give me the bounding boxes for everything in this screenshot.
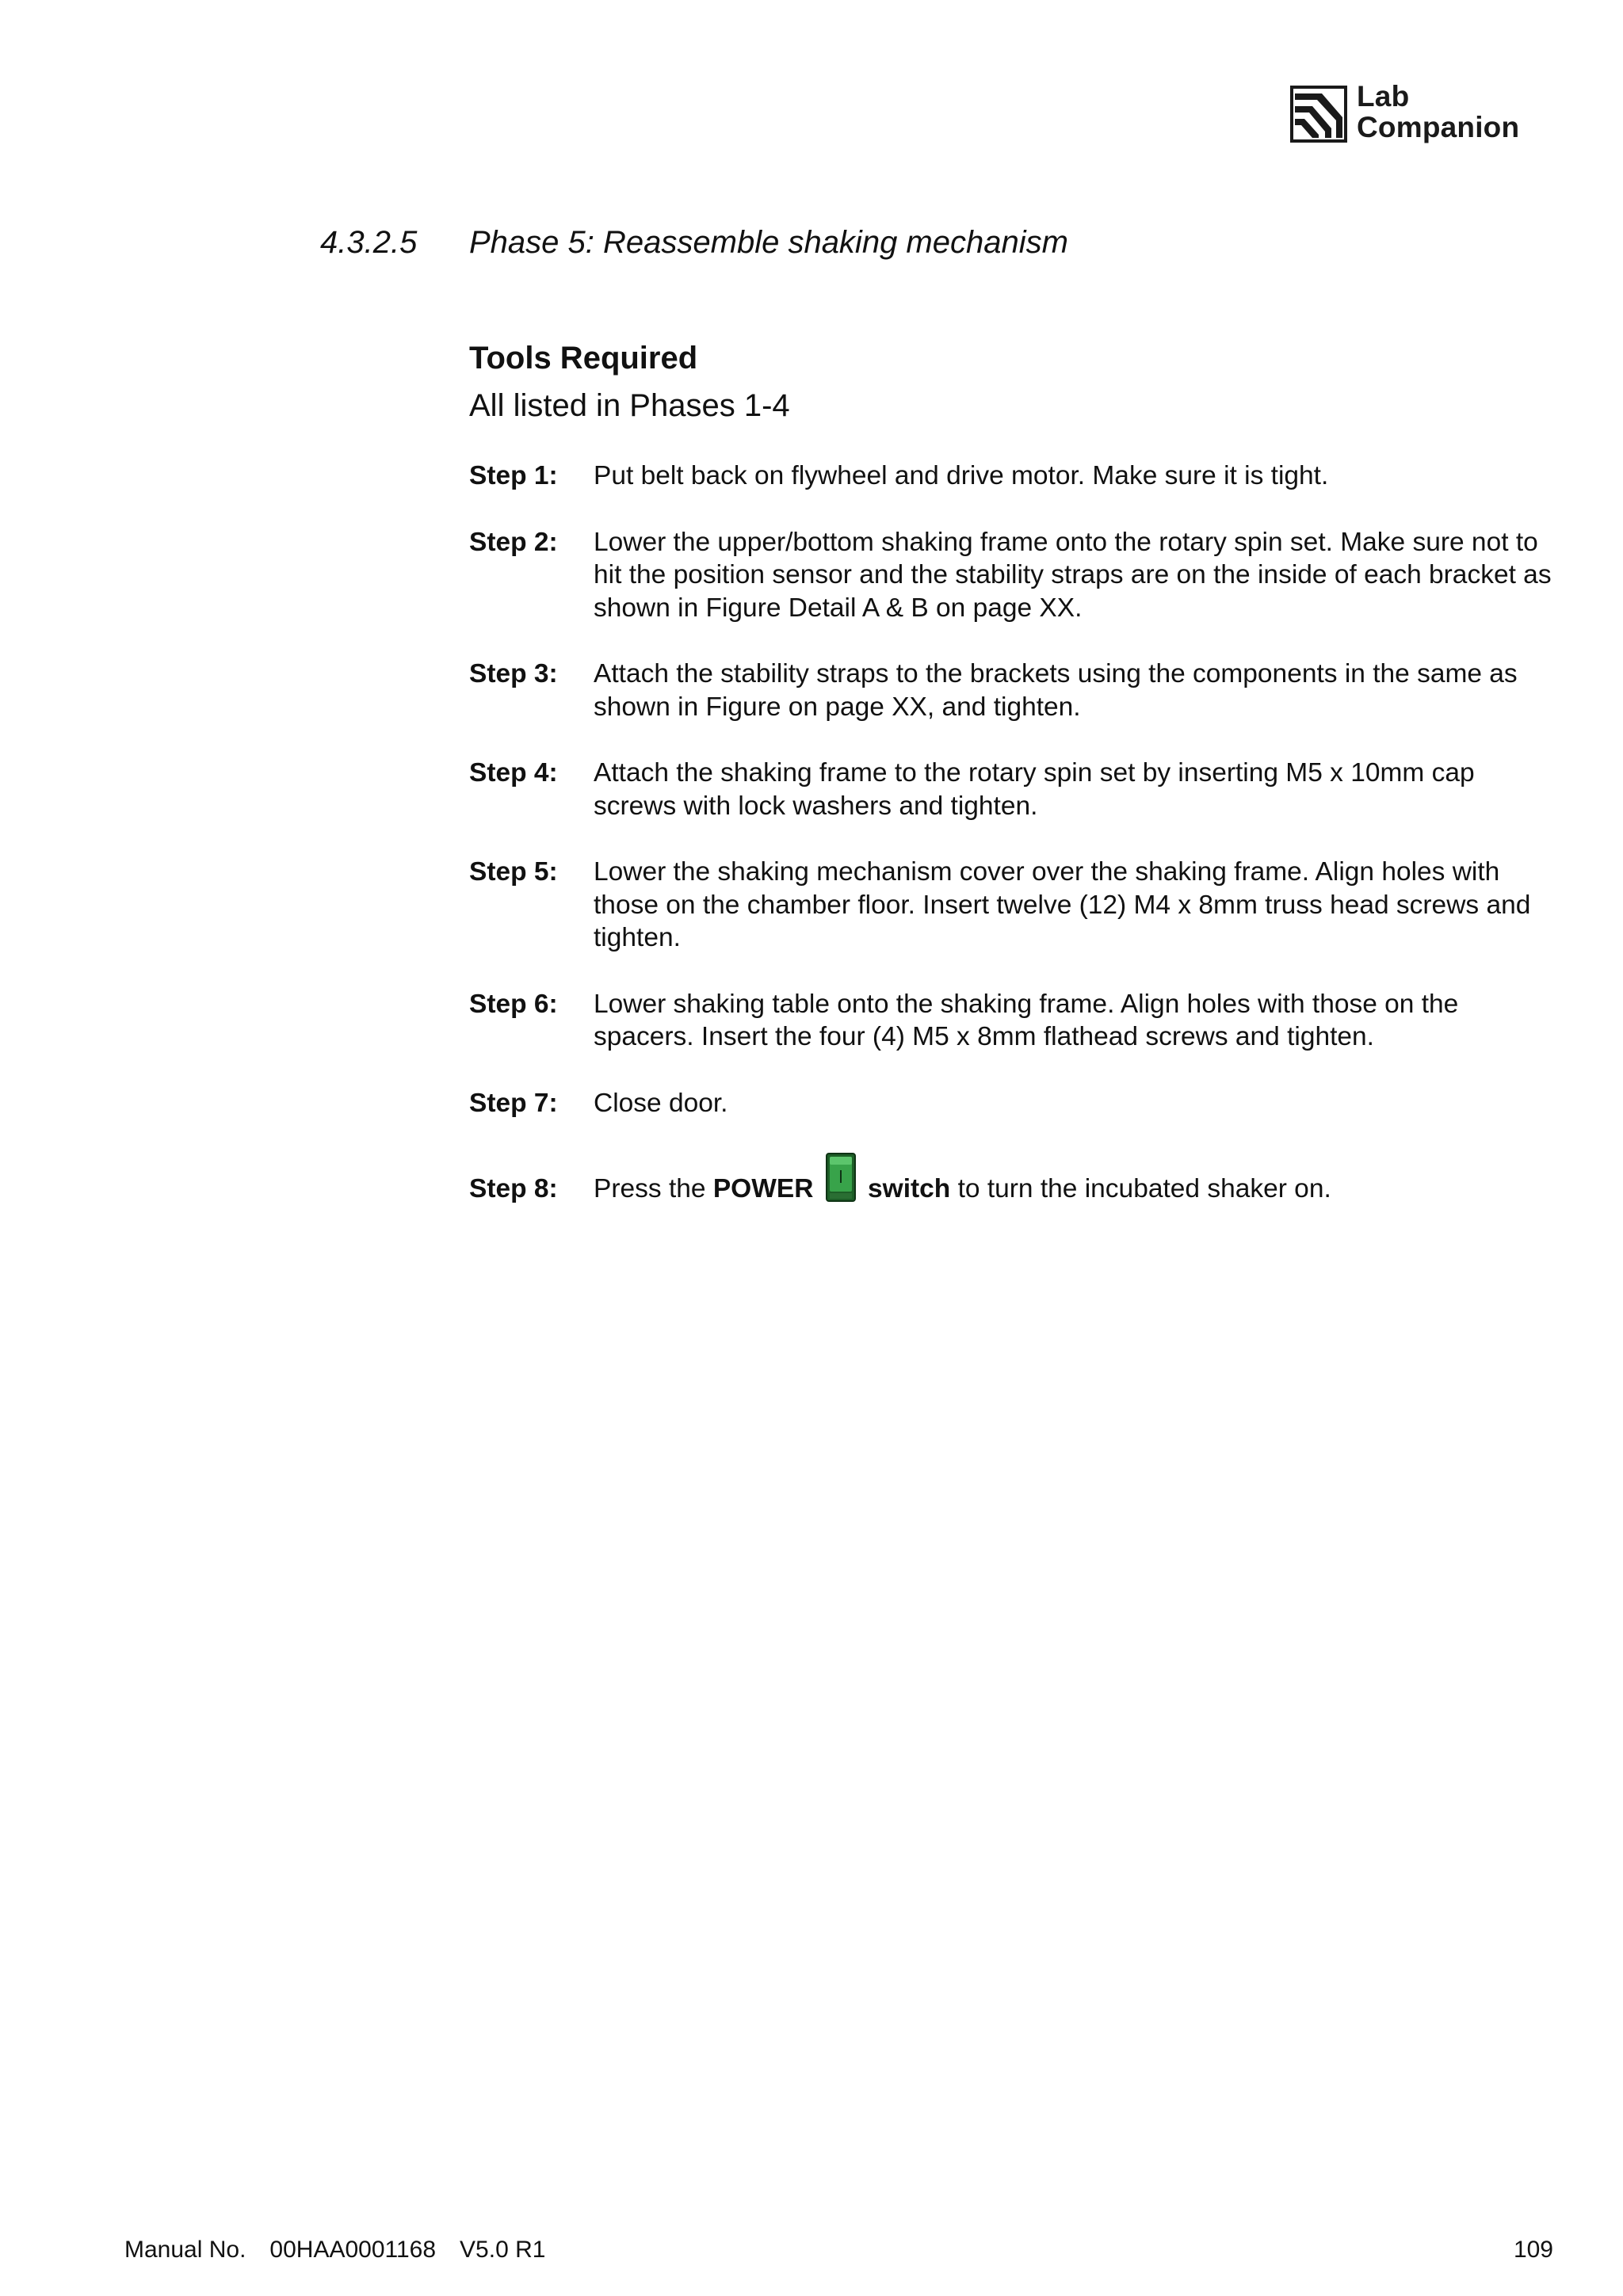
step-text: Attach the shaking frame to the rotary spin set by inserting M5 x 10mm cap screws with lock washers and tighten.: [594, 758, 1475, 821]
step-text: Attach the stability straps to the brackets using the components in the same as shown in Figure on page XX, and tighten.: [594, 659, 1518, 722]
step-label: Step 6:: [469, 989, 558, 1019]
section-heading: [320, 225, 1068, 261]
logo-line-1: Lab: [1357, 80, 1410, 113]
step-label: Step 8:: [469, 1174, 558, 1203]
logo-line-2: Companion: [1357, 111, 1520, 143]
step-4: [469, 757, 1563, 822]
power-switch-icon: [826, 1153, 856, 1202]
tools-required-heading: Tools Required: [469, 341, 698, 376]
step-label: Step 1:: [469, 461, 558, 490]
tools-required-text: All listed in Phases 1-4: [469, 388, 790, 423]
step-label: Step 2:: [469, 527, 558, 557]
step-text-part: Press the: [594, 1174, 706, 1203]
power-label: POWER: [712, 1174, 814, 1203]
step-2: [469, 526, 1563, 625]
page-number: 109: [1513, 2237, 1553, 2263]
step-label: Step 5:: [469, 857, 558, 887]
lab-companion-logo: [1290, 82, 1568, 149]
step-text: Lower the upper/bottom shaking frame onto the rotary spin set. Make sure not to hit the position sensor and the stability straps are on the inside of each bracket as shown in Figure Detail A & B on page XX.: [594, 527, 1552, 623]
step-text: Lower shaking table onto the shaking frame. Align holes with those on the spacers. Insert the four (4) M5 x 8mm flathead screws and tighten.: [594, 989, 1459, 1051]
step-5: [469, 856, 1563, 955]
steps-list: [469, 460, 1563, 1239]
step-text: Close door.: [594, 1088, 728, 1118]
lab-companion-logo-icon: [1290, 86, 1347, 143]
step-text-part: to turn the incubated shaker on.: [957, 1174, 1331, 1203]
footer-manual-info: [124, 2237, 569, 2264]
step-label: Step 7:: [469, 1088, 558, 1118]
manual-number: 00HAA0001168: [269, 2237, 437, 2263]
step-text: Lower the shaking mechanism cover over the shaking frame. Align holes with those on the chamber floor. Insert twelve (12) M4 x 8mm truss head screws and tighten.: [594, 857, 1531, 952]
step-1: [469, 460, 1563, 493]
step-7: [469, 1087, 1563, 1120]
step-label: Step 4:: [469, 758, 558, 788]
step-text: [594, 1153, 1563, 1206]
step-6: [469, 988, 1563, 1054]
logo-wordmark: [1357, 81, 1519, 143]
manual-label: Manual No.: [124, 2237, 246, 2263]
section-title: Phase 5: Reassemble shaking mechanism: [469, 225, 1068, 260]
section-number: 4.3.2.5: [320, 225, 418, 260]
step-label: Step 3:: [469, 659, 558, 688]
switch-label: switch: [868, 1174, 951, 1203]
step-text: Put belt back on flywheel and drive motor. Make sure it is tight.: [594, 461, 1329, 490]
step-3: [469, 658, 1563, 723]
step-8: [469, 1153, 1563, 1206]
manual-version: V5.0 R1: [460, 2237, 546, 2263]
